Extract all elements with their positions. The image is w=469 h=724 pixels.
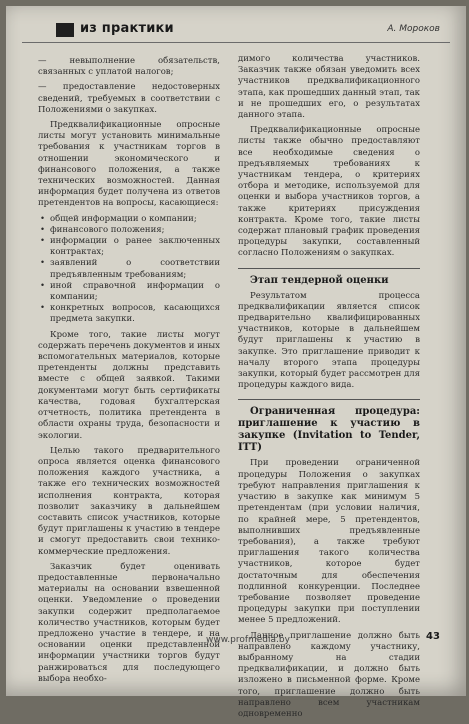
list-item: • конкретных вопросов, касающихся предмета закупки. (38, 303, 220, 325)
paragraph: димого количества участников. Заказчик также обязан уведомить всех участников предквалификационного этапа, как прошедших данный этап, так и не прошедших его, о результатах данного этапа. (238, 54, 420, 121)
footer-url: www.profmedia.by (206, 635, 290, 645)
right-column (238, 54, 420, 724)
paragraph: Заказчик будет оценивать предоставленные первоначально материалы на основании взвешенной оценки. Уведомление о проведении закупки содержит предполагаемое количество участников, которым будет предложено участие в тендере, и на основании оценки представленной информации участники торгов будут ранжироваться для последующего выбора необхо- (38, 561, 220, 684)
subheading: Ограниченная процедура: приглашение к участию в закупке (Invitation to Tender, ITT) (238, 406, 420, 454)
section-divider (238, 268, 420, 269)
list-item: • финансового положения; (38, 225, 220, 236)
list-item: • иной справочной информации о компании; (38, 281, 220, 303)
paragraph: Предквалификационные опросные листы могут установить минимальные требования к участникам торгов в отношении экономического и финансового положения, а также технических возможностей. Данная информация будет получена из ответов претендентов на вопросы, касающиеся: (38, 120, 220, 209)
paragraph: Целью такого предварительного опроса является оценка финансового положения каждого участника, а также его технических возможностей исполнения контракта, которая позволит заказчику в дальнейшем составить список участников, которые будут приглашены к участию в тендере и смогут предоставить свои технико-коммерческие предложения. (38, 445, 220, 557)
paragraph: — предоставление недостоверных сведений, требуемых в соответствии с Положениями о закупках. (38, 82, 220, 115)
author-name: А. Мороков (387, 24, 440, 34)
magazine-page (6, 6, 466, 719)
paragraph: Результатом процесса предквалификации является список предварительно квалифицированных участников, которые в дальнейшем будут приглашены к участию в закупке. Это приглашение приводит к началу второго этапа процедуры закупки, который будет рассмотрен для процедуры каждого вида. (238, 290, 420, 391)
section-divider (238, 399, 420, 400)
section-title: из практики (80, 21, 174, 36)
page-header (22, 20, 450, 43)
list-item: • информации о ранее заключенных контрактах; (38, 236, 220, 258)
paragraph: Данное приглашение должно быть направлено каждому участнику, выбранному на стадии предквалификации, и должно быть изложено в письменной форме. Кроме того, приглашение должно быть направлено всем участникам одновременно (238, 630, 420, 719)
list-item: • заявлений о соответствии предъявленным требованиям; (38, 258, 220, 280)
section-marker (56, 23, 74, 37)
page-number: 43 (426, 631, 440, 642)
list-item: • общей информации о компании; (38, 214, 220, 225)
paragraph: — невыполнение обязательств, связанных с уплатой налогов; (38, 56, 220, 78)
paragraph: Предквалификационные опросные листы также обычно предоставляют все необходимые сведения о предъявляемых требованиях к участникам тендера, о критериях отбора и методике, используемой для оценки и выбора участников торгов, а также критериях присуждения контракта. Кроме того, такие листы содержат плановый график проведения процедуры закупки, составленный согласно Положениям о закупках. (238, 125, 420, 259)
paragraph: При проведении ограниченной процедуры Положения о закупках требуют направления приглашения к участию в закупке как минимум 5 претендентам (при условии наличия, по крайней мере, 5 претендентов, выполнивших предъявленные требования), а также требуют приглашения такого количества участников, которое будет достаточным для обеспечения подлинной конкуренции. Последнее требование позволяет проведение процедуры закупки при поступлении менее 5 предложений. (238, 458, 420, 626)
paragraph: Кроме того, такие листы могут содержать перечень документов и иных вспомогательных материалов, которые претенденты должны представить вместе с общей заявкой. Такими документами могут быть сертификаты качества, годовая бухгалтерская отчетность, политика претендента в области охраны труда, безопасности и экологии. (38, 329, 220, 441)
bullet-list (38, 214, 220, 326)
subheading: Этап тендерной оценки (250, 274, 389, 286)
left-column (38, 56, 220, 689)
